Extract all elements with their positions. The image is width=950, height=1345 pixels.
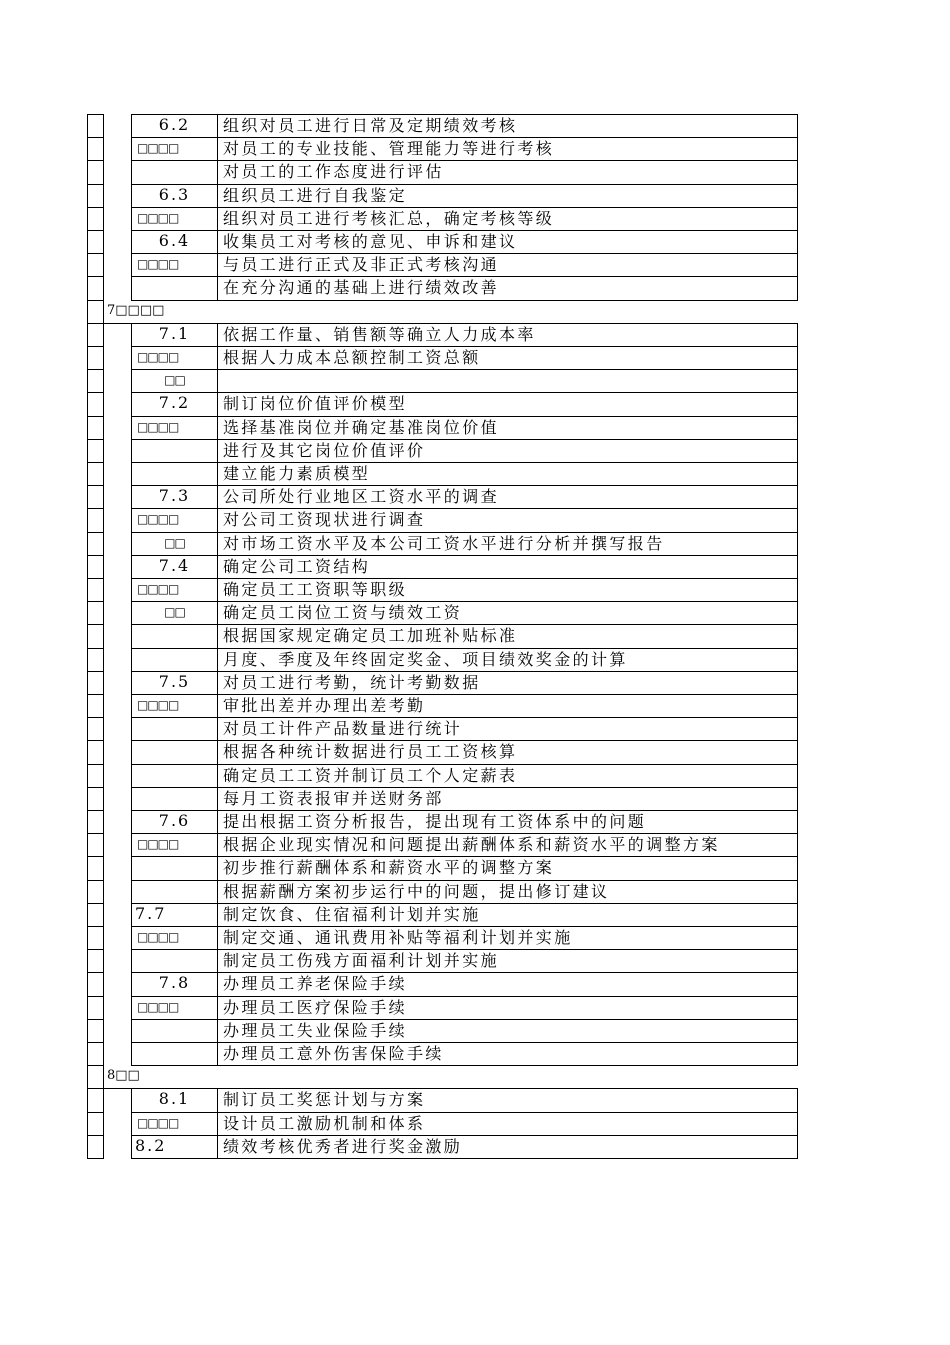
table-row bbox=[0, 276, 950, 299]
task-description-cell: 绩效考核优秀者进行奖金激励 bbox=[217, 1135, 798, 1158]
item-subcode-cell: □□ bbox=[131, 532, 217, 555]
table-row bbox=[0, 160, 950, 183]
item-subcode-cell: □□□□ bbox=[131, 1112, 217, 1135]
left-margin-cell bbox=[87, 903, 104, 926]
left-margin-cell bbox=[87, 1088, 104, 1111]
left-margin-cell bbox=[87, 648, 104, 671]
item-number-cell: 7.7 bbox=[131, 903, 217, 926]
item-number-cell: 7.1 bbox=[131, 323, 217, 346]
table-row bbox=[0, 184, 950, 207]
task-description-cell: 建立能力素质模型 bbox=[217, 462, 798, 485]
left-margin-cell bbox=[87, 532, 104, 555]
table-row bbox=[0, 555, 950, 578]
table-row bbox=[0, 810, 950, 833]
item-subcode-cell: □□□□ bbox=[131, 996, 217, 1019]
task-description-cell bbox=[217, 369, 798, 392]
task-description-cell: 制订员工奖惩计划与方案 bbox=[217, 1088, 798, 1111]
item-subcode-cell: □□□□ bbox=[131, 694, 217, 717]
table-row bbox=[0, 740, 950, 763]
section-header-row bbox=[0, 300, 950, 323]
left-margin-cell bbox=[87, 856, 104, 879]
item-number-cell bbox=[131, 787, 217, 810]
item-subcode-cell: □□□□ bbox=[131, 207, 217, 230]
item-number-cell bbox=[131, 740, 217, 763]
left-margin-cell bbox=[87, 578, 104, 601]
left-margin-cell bbox=[87, 253, 104, 276]
task-description-cell: 每月工资表报审并送财务部 bbox=[217, 787, 798, 810]
table-row bbox=[0, 764, 950, 787]
item-subcode-cell: □□□□ bbox=[131, 833, 217, 856]
number-cell-border bbox=[131, 1158, 217, 1159]
item-number-cell: 6.3 bbox=[131, 184, 217, 207]
task-description-cell: 办理员工失业保险手续 bbox=[217, 1019, 798, 1042]
left-margin-cell bbox=[87, 485, 104, 508]
task-description-cell: 制定员工伤残方面福利计划并实施 bbox=[217, 949, 798, 972]
table-row bbox=[0, 694, 950, 717]
task-description-cell: 对市场工资水平及本公司工资水平进行分析并撰写报告 bbox=[217, 532, 798, 555]
item-number-cell bbox=[131, 462, 217, 485]
left-margin-cell bbox=[87, 508, 104, 531]
description-cell-border bbox=[217, 1158, 798, 1159]
task-description-cell: 在充分沟通的基础上进行绩效改善 bbox=[217, 276, 798, 299]
left-margin-cell bbox=[87, 184, 104, 207]
left-margin-cell bbox=[87, 323, 104, 346]
left-margin-cell bbox=[87, 346, 104, 369]
item-number-cell: 7.6 bbox=[131, 810, 217, 833]
table-row bbox=[0, 230, 950, 253]
task-description-cell: 根据人力成本总额控制工资总额 bbox=[217, 346, 798, 369]
table-row bbox=[0, 253, 950, 276]
task-description-cell: 制定交通、通讯费用补贴等福利计划并实施 bbox=[217, 926, 798, 949]
table-row bbox=[0, 578, 950, 601]
item-number-cell bbox=[131, 648, 217, 671]
table-row bbox=[0, 1042, 950, 1065]
left-margin-cell bbox=[87, 230, 104, 253]
item-number-cell bbox=[131, 880, 217, 903]
task-description-cell: 月度、季度及年终固定奖金、项目绩效奖金的计算 bbox=[217, 648, 798, 671]
table-row bbox=[0, 926, 950, 949]
table-row bbox=[0, 833, 950, 856]
task-description-cell: 对员工的专业技能、管理能力等进行考核 bbox=[217, 137, 798, 160]
table-row bbox=[0, 717, 950, 740]
item-number-cell bbox=[131, 439, 217, 462]
item-number-cell: 7.8 bbox=[131, 972, 217, 995]
item-number-cell bbox=[131, 160, 217, 183]
table-row bbox=[0, 1112, 950, 1135]
task-description-cell: 办理员工养老保险手续 bbox=[217, 972, 798, 995]
section-title: 7□□□□ bbox=[107, 302, 165, 318]
task-description-cell: 确定员工工资职等职级 bbox=[217, 578, 798, 601]
left-margin-cell bbox=[87, 764, 104, 787]
table-row bbox=[0, 369, 950, 392]
item-subcode-cell: □□□□ bbox=[131, 508, 217, 531]
task-description-cell: 办理员工医疗保险手续 bbox=[217, 996, 798, 1019]
left-margin-cell bbox=[87, 601, 104, 624]
table-row bbox=[0, 392, 950, 415]
task-description-cell: 制定饮食、住宿福利计划并实施 bbox=[217, 903, 798, 926]
item-number-cell bbox=[131, 1042, 217, 1065]
left-margin-cell bbox=[87, 1019, 104, 1042]
left-margin-cell bbox=[87, 137, 104, 160]
item-number-cell: 8.1 bbox=[131, 1088, 217, 1111]
table-row bbox=[0, 508, 950, 531]
left-margin-cell bbox=[87, 926, 104, 949]
item-number-cell: 7.5 bbox=[131, 671, 217, 694]
left-margin-cell bbox=[87, 1112, 104, 1135]
left-margin-cell bbox=[87, 972, 104, 995]
left-margin-cell bbox=[87, 160, 104, 183]
table-row bbox=[0, 880, 950, 903]
task-description-cell: 制订岗位价值评价模型 bbox=[217, 392, 798, 415]
section-left-cell bbox=[87, 1065, 104, 1088]
task-description-cell: 进行及其它岗位价值评价 bbox=[217, 439, 798, 462]
item-number-cell bbox=[131, 276, 217, 299]
table-row bbox=[0, 903, 950, 926]
table-row bbox=[0, 346, 950, 369]
item-number-cell bbox=[131, 764, 217, 787]
item-number-cell: 6.2 bbox=[131, 114, 217, 137]
task-description-cell: 对员工的工作态度进行评估 bbox=[217, 160, 798, 183]
section-title: 8□□ bbox=[107, 1068, 140, 1084]
item-number-cell bbox=[131, 856, 217, 879]
table-row bbox=[0, 856, 950, 879]
left-margin-cell bbox=[87, 671, 104, 694]
item-number-cell bbox=[131, 1019, 217, 1042]
table-row bbox=[0, 1135, 950, 1158]
task-description-cell: 设计员工激励机制和体系 bbox=[217, 1112, 798, 1135]
item-number-cell: 7.4 bbox=[131, 555, 217, 578]
table-row bbox=[0, 787, 950, 810]
item-number-cell: 8.2 bbox=[131, 1135, 217, 1158]
task-description-cell: 对公司工资现状进行调查 bbox=[217, 508, 798, 531]
left-margin-cell bbox=[87, 949, 104, 972]
left-cell-border bbox=[87, 1158, 104, 1159]
left-margin-cell bbox=[87, 624, 104, 647]
table-row bbox=[0, 137, 950, 160]
table-row bbox=[0, 439, 950, 462]
table-row bbox=[0, 462, 950, 485]
table-row bbox=[0, 114, 950, 137]
left-margin-cell bbox=[87, 439, 104, 462]
item-subcode-cell: □□□□ bbox=[131, 137, 217, 160]
task-description-cell: 组织对员工进行日常及定期绩效考核 bbox=[217, 114, 798, 137]
table-row bbox=[0, 949, 950, 972]
item-number-cell bbox=[131, 717, 217, 740]
task-description-cell: 根据企业现实情况和问题提出薪酬体系和薪资水平的调整方案 bbox=[217, 833, 798, 856]
left-margin-cell bbox=[87, 555, 104, 578]
task-description-cell: 根据国家规定确定员工加班补贴标准 bbox=[217, 624, 798, 647]
left-margin-cell bbox=[87, 740, 104, 763]
item-number-cell: 7.2 bbox=[131, 392, 217, 415]
task-description-cell: 组织员工进行自我鉴定 bbox=[217, 184, 798, 207]
task-description-cell: 收集员工对考核的意见、申诉和建议 bbox=[217, 230, 798, 253]
task-description-cell: 依据工作量、销售额等确立人力成本率 bbox=[217, 323, 798, 346]
task-description-cell: 组织对员工进行考核汇总，确定考核等级 bbox=[217, 207, 798, 230]
left-margin-cell bbox=[87, 880, 104, 903]
item-number-cell bbox=[131, 949, 217, 972]
left-margin-cell bbox=[87, 833, 104, 856]
left-margin-cell bbox=[87, 1135, 104, 1158]
table-row bbox=[0, 416, 950, 439]
left-margin-cell bbox=[87, 810, 104, 833]
task-description-cell: 与员工进行正式及非正式考核沟通 bbox=[217, 253, 798, 276]
task-description-cell: 审批出差并办理出差考勤 bbox=[217, 694, 798, 717]
left-margin-cell bbox=[87, 207, 104, 230]
left-margin-cell bbox=[87, 1042, 104, 1065]
item-subcode-cell: □□□□ bbox=[131, 578, 217, 601]
table-row bbox=[0, 1088, 950, 1111]
left-margin-cell bbox=[87, 787, 104, 810]
item-subcode-cell: □□ bbox=[131, 369, 217, 392]
left-margin-cell bbox=[87, 369, 104, 392]
section-left-cell bbox=[87, 300, 104, 323]
left-margin-cell bbox=[87, 416, 104, 439]
left-margin-cell bbox=[87, 694, 104, 717]
item-subcode-cell: □□ bbox=[131, 601, 217, 624]
table-row bbox=[0, 485, 950, 508]
left-margin-cell bbox=[87, 392, 104, 415]
task-description-cell: 选择基准岗位并确定基准岗位价值 bbox=[217, 416, 798, 439]
table-row bbox=[0, 207, 950, 230]
table-row bbox=[0, 972, 950, 995]
item-subcode-cell: □□□□ bbox=[131, 253, 217, 276]
item-number-cell: 6.4 bbox=[131, 230, 217, 253]
left-margin-cell bbox=[87, 462, 104, 485]
task-description-cell: 确定员工岗位工资与绩效工资 bbox=[217, 601, 798, 624]
task-description-cell: 根据薪酬方案初步运行中的问题，提出修订建议 bbox=[217, 880, 798, 903]
table-row bbox=[0, 532, 950, 555]
table-row bbox=[0, 323, 950, 346]
item-number-cell: 7.3 bbox=[131, 485, 217, 508]
task-description-cell: 确定员工工资并制订员工个人定薪表 bbox=[217, 764, 798, 787]
left-margin-cell bbox=[87, 114, 104, 137]
task-description-cell: 根据各种统计数据进行员工工资核算 bbox=[217, 740, 798, 763]
task-description-cell: 初步推行薪酬体系和薪资水平的调整方案 bbox=[217, 856, 798, 879]
item-subcode-cell: □□□□ bbox=[131, 926, 217, 949]
item-subcode-cell: □□□□ bbox=[131, 416, 217, 439]
task-description-cell: 办理员工意外伤害保险手续 bbox=[217, 1042, 798, 1065]
item-subcode-cell: □□□□ bbox=[131, 346, 217, 369]
task-description-cell: 对员工进行考勤，统计考勤数据 bbox=[217, 671, 798, 694]
task-description-cell: 确定公司工资结构 bbox=[217, 555, 798, 578]
table-row bbox=[0, 671, 950, 694]
left-margin-cell bbox=[87, 276, 104, 299]
task-description-cell: 提出根据工资分析报告，提出现有工资体系中的问题 bbox=[217, 810, 798, 833]
table-row bbox=[0, 648, 950, 671]
table-row bbox=[0, 1019, 950, 1042]
section-header-row bbox=[0, 1065, 950, 1088]
task-description-cell: 公司所处行业地区工资水平的调查 bbox=[217, 485, 798, 508]
left-margin-cell bbox=[87, 717, 104, 740]
table-row bbox=[0, 996, 950, 1019]
left-margin-cell bbox=[87, 996, 104, 1019]
item-number-cell bbox=[131, 624, 217, 647]
table-row bbox=[0, 624, 950, 647]
table-row bbox=[0, 601, 950, 624]
task-description-cell: 对员工计件产品数量进行统计 bbox=[217, 717, 798, 740]
